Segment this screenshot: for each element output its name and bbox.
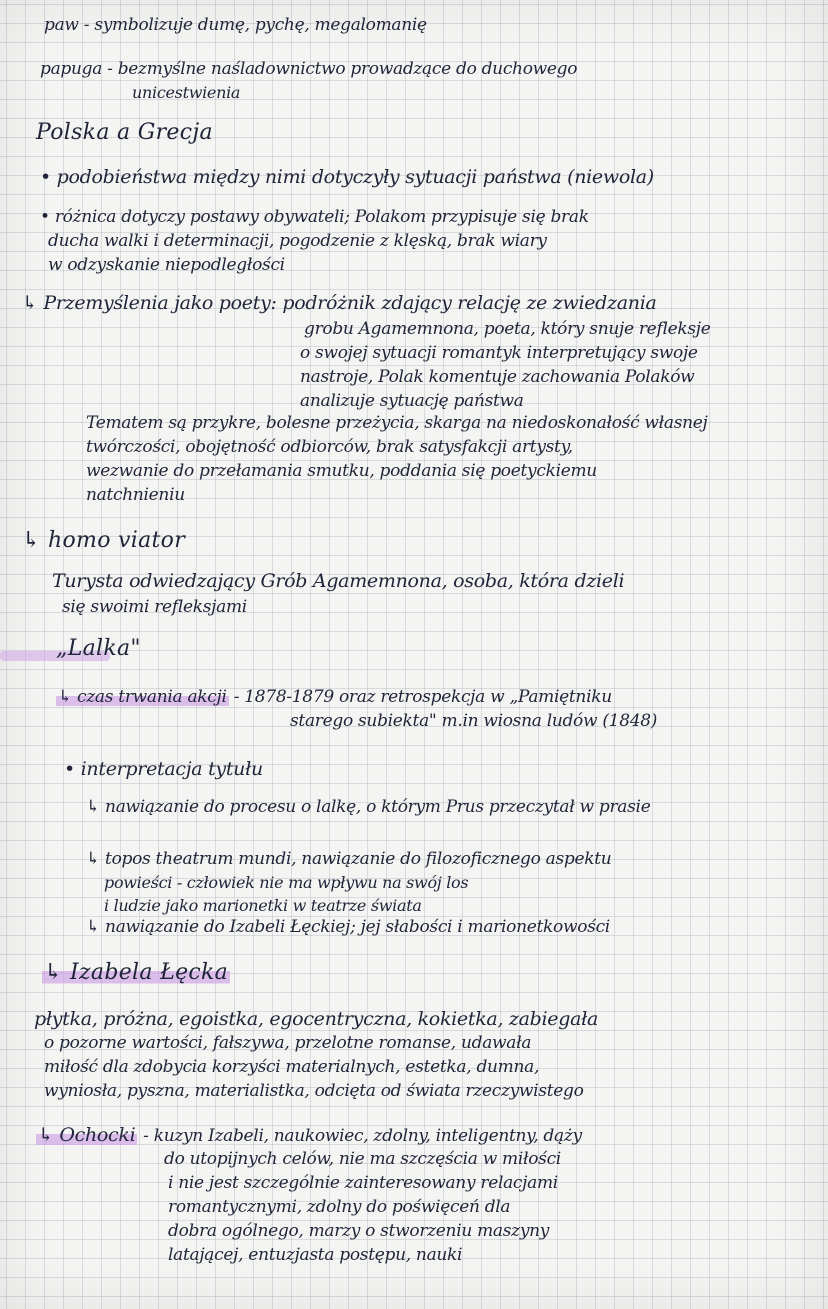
note-line-nawiazanie-1: ↳ nawiązanie do procesu o lalkę, o którym Prus przeczytał w prasie — [86, 797, 651, 817]
note-line-izabela-1: płytka, próżna, egoistka, egocentryczna, kokietka, zabiegała — [34, 1008, 599, 1030]
note-line-papuga-1: papuga - bezmyślne naśladownictwo prowadzące do duchowego — [40, 59, 578, 79]
note-line-temat-3: wezwanie do przełamania smutku, poddania się poetyckiemu — [86, 461, 597, 481]
note-line-izabela-4: wyniosła, pyszna, materialistka, odcięta od świata rzeczywistego — [44, 1081, 584, 1101]
heading-polska-grecja: Polska a Grecja — [36, 120, 213, 145]
note-line-bullet-1: • podobieństwa między nimi dotyczyły sytuacji państwa (niewola) — [40, 166, 654, 188]
note-line-izabela-2: o pozorne wartości, fałszywa, przelotne romanse, udawała — [44, 1033, 532, 1053]
note-line-temat-1: Tematem są przykre, bolesne przeżycia, skarga na niedoskonałość własnej — [86, 413, 708, 433]
note-line-ochocki-4: romantycznymi, zdolny do poświęceń dla — [168, 1197, 511, 1217]
note-line-papuga-2: unicestwienia — [132, 83, 241, 102]
note-line-przemyslenia-3: o swojej sytuacji romantyk interpretujący swoje — [300, 343, 698, 363]
note-line-nawiazanie-2: ↳ nawiązanie do Izabeli Łęckiej; jej słabości i marionetkowości — [86, 917, 610, 937]
note-line-przemyslenia-2: grobu Agamemnona, poeta, który snuje refleksje — [304, 319, 711, 339]
heading-homo-viator: ↳ homo viator — [22, 528, 186, 553]
highlight-czas-trwania-akcji: ↳ czas trwania akcji — [58, 687, 227, 707]
note-line-ochocki-6: latającej, entuzjasta postępu, nauki — [168, 1245, 463, 1265]
note-line-przemyslenia-5: analizuje sytuację państwa — [300, 391, 524, 411]
heading-izabela — [42, 962, 230, 984]
highlight-izabela-leka: ↳ Izabela Łęcka — [44, 960, 229, 985]
note-line-turysta-1: Turysta odwiedzający Grób Agamemnona, osoba, która dzieli — [52, 570, 625, 592]
note-line-czas-akcji-2: starego subiekta" m.in wiosna ludów (1848) — [290, 711, 658, 731]
note-line-bullet-2-2: ducha walki i determinacji, pogodzenie z klęską, brak wiary — [48, 231, 547, 251]
note-line-bullet-2-3: w odzyskanie niepodległości — [48, 255, 285, 275]
note-line-turysta-2: się swoimi refleksjami — [62, 597, 247, 617]
note-line-przemyslenia-1: ↳ Przemyślenia jako poety: podróżnik zdający relację ze zwiedzania — [22, 292, 657, 314]
note-line-paw: paw - symbolizuje dumę, pychę, megalomanię — [44, 15, 427, 35]
note-line-temat-2: twórczości, obojętność odbiorców, brak satysfakcji artysty, — [86, 437, 573, 457]
ochocki-desc-1: - kuzyn Izabeli, naukowiec, zdolny, inteligentny, dąży — [143, 1126, 582, 1146]
note-line-izabela-3: miłość dla zdobycia korzyści materialnych, estetka, dumna, — [44, 1057, 540, 1077]
note-line-bullet-2-1: • różnica dotyczy postawy obywateli; Polakom przypisuje się brak — [40, 207, 589, 227]
heading-lalka: „Lalka" — [56, 636, 141, 661]
highlight-ochocki: ↳ Ochocki — [38, 1124, 136, 1146]
note-line-ochocki-3: i nie jest szczególnie zainteresowany relacjami — [168, 1173, 558, 1193]
note-line-przemyslenia-4: nastroje, Polak komentuje zachowania Polaków — [300, 367, 695, 387]
note-line-topos-3: i ludzie jako marionetki w teatrze świata — [104, 896, 422, 915]
note-line-interpretacja: • interpretacja tytułu — [64, 758, 263, 780]
note-line-ochocki-2: do utopijnych celów, nie ma szczęścia w miłości — [164, 1149, 561, 1169]
note-line-ochocki-1 — [36, 1124, 582, 1147]
note-line-temat-4: natchnieniu — [86, 485, 185, 505]
czas-akcji-rest: - 1878-1879 oraz retrospekcja w „Pamiętniku — [233, 687, 612, 707]
note-line-ochocki-5: dobra ogólnego, marzy o stworzeniu maszyny — [168, 1221, 550, 1241]
note-line-topos-1: ↳ topos theatrum mundi, nawiązanie do filozoficznego aspektu — [86, 849, 612, 869]
note-line-topos-2: powieści - człowiek nie ma wpływu na swój los — [104, 873, 469, 892]
note-line-czas-akcji-1 — [56, 686, 612, 708]
